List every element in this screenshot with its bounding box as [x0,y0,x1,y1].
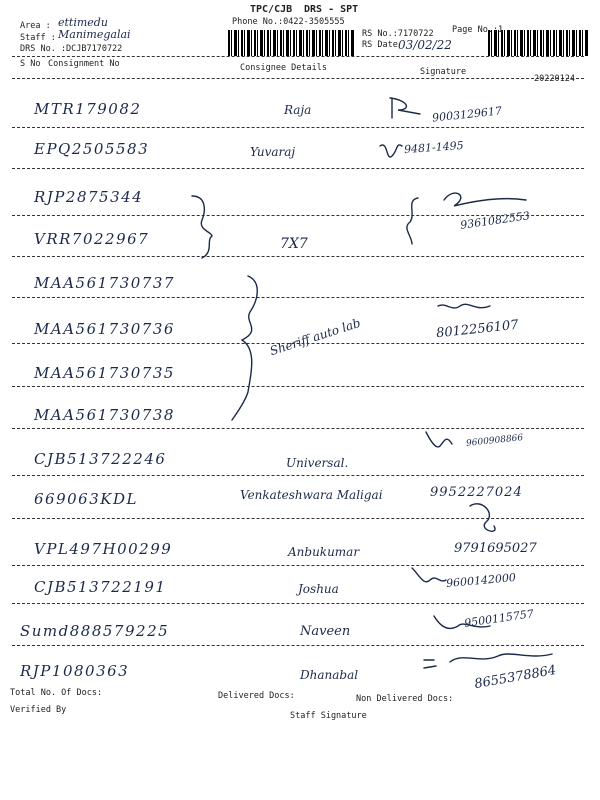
col-consignee: Consignee Details [240,63,327,73]
signature-scrawl-1 [390,98,420,118]
phone-number-written: 9791695027 [454,541,537,556]
staff-label: Staff : [20,33,56,43]
consignment-number: RJP1080363 [20,662,130,680]
consignee-name: Dhanabal [300,668,359,682]
delivered-docs: Delivered Docs: [218,691,295,701]
staff-value: Manimegalai [58,28,131,41]
rs-date-value: 03/02/22 [398,38,452,52]
consignment-number: CJB513722246 [34,450,167,468]
col-sno: S No [20,59,41,69]
consignment-number: MAA561730735 [34,364,175,382]
consignment-number: CJB513722191 [34,578,167,596]
rs-date-label: RS Date [362,40,398,50]
area-value: ettimedu [58,16,108,29]
brace-large [232,276,257,420]
signature-scrawl-7 [412,568,446,582]
page-number: Page No.:1 [452,25,504,35]
col-consignment: Consignment No [48,59,120,69]
phone-number-written: 9481-1495 [403,138,465,157]
consignment-number: MAA561730736 [34,320,175,338]
rs-no: RS No.:7170722 [362,29,434,39]
consignment-number: MAA561730738 [34,406,175,424]
signature-scrawl-8 [434,616,490,628]
staff-signature-label: Staff Signature [290,711,367,721]
consignee-name: Anbukumar [288,545,360,559]
drs-no-label: DRS No. : [20,44,67,54]
area-label: Area : [20,21,51,31]
drs-no-value: DCJB7170722 [66,44,123,54]
phone-number: Phone No.:0422-3505555 [232,17,345,27]
signature-scrawl-5 [426,432,452,447]
total-docs: Total No. Of Docs: [10,688,103,698]
non-delivered-docs: Non Delivered Docs: [356,694,454,704]
consignment-number: Sumd888579225 [20,622,170,640]
signature-scrawl-4 [438,304,490,308]
phone-number-written: 9500115757 [463,607,535,630]
company-code: TPC/CJB [250,4,293,15]
consignee-name: Raja [284,103,312,117]
drs-title: DRS - SPT [304,4,359,15]
consignee-name: Sheriff auto lab [268,315,363,359]
phone-number-written: 9600142000 [445,570,517,591]
consignee-name: Joshua [298,582,339,596]
consignment-number: RJP2875344 [34,188,144,206]
verified-by: Verified By [10,705,67,715]
consignee-name: Naveen [300,624,351,639]
consignment-number: 669063KDL [34,490,138,508]
brace-left [192,196,212,258]
phone-number-written: 9600908866 [465,433,524,449]
phone-number-written: 9003129617 [431,104,503,125]
brace-right [407,198,418,244]
consignment-number: VPL497H00299 [34,540,173,558]
consignment-number: EPQ2505583 [34,140,150,158]
phone-number-written: 8012256107 [435,317,520,342]
phone-number-written: 9361082553 [459,209,531,232]
consignment-number: VRR7022967 [34,230,150,248]
consignee-name: 7X7 [280,236,308,252]
signature-scrawl-3 [444,193,526,206]
signature-scrawl-9 [424,654,552,668]
consignee-name: Venkateshwara Maligai [240,488,383,502]
phone-number-written: 8655378864 [473,662,558,693]
consignee-name: Yuvaraj [250,145,296,159]
signature-scrawl-2 [380,145,402,157]
date-code: 20220124 [534,74,575,84]
consignment-number: MTR179082 [34,100,142,118]
phone-number-written: 9952227024 [430,485,523,500]
consignee-name: Universal. [286,456,349,470]
col-signature: Signature [420,67,467,77]
signature-scrawl-6 [470,504,495,531]
consignment-number: MAA561730737 [34,274,175,292]
